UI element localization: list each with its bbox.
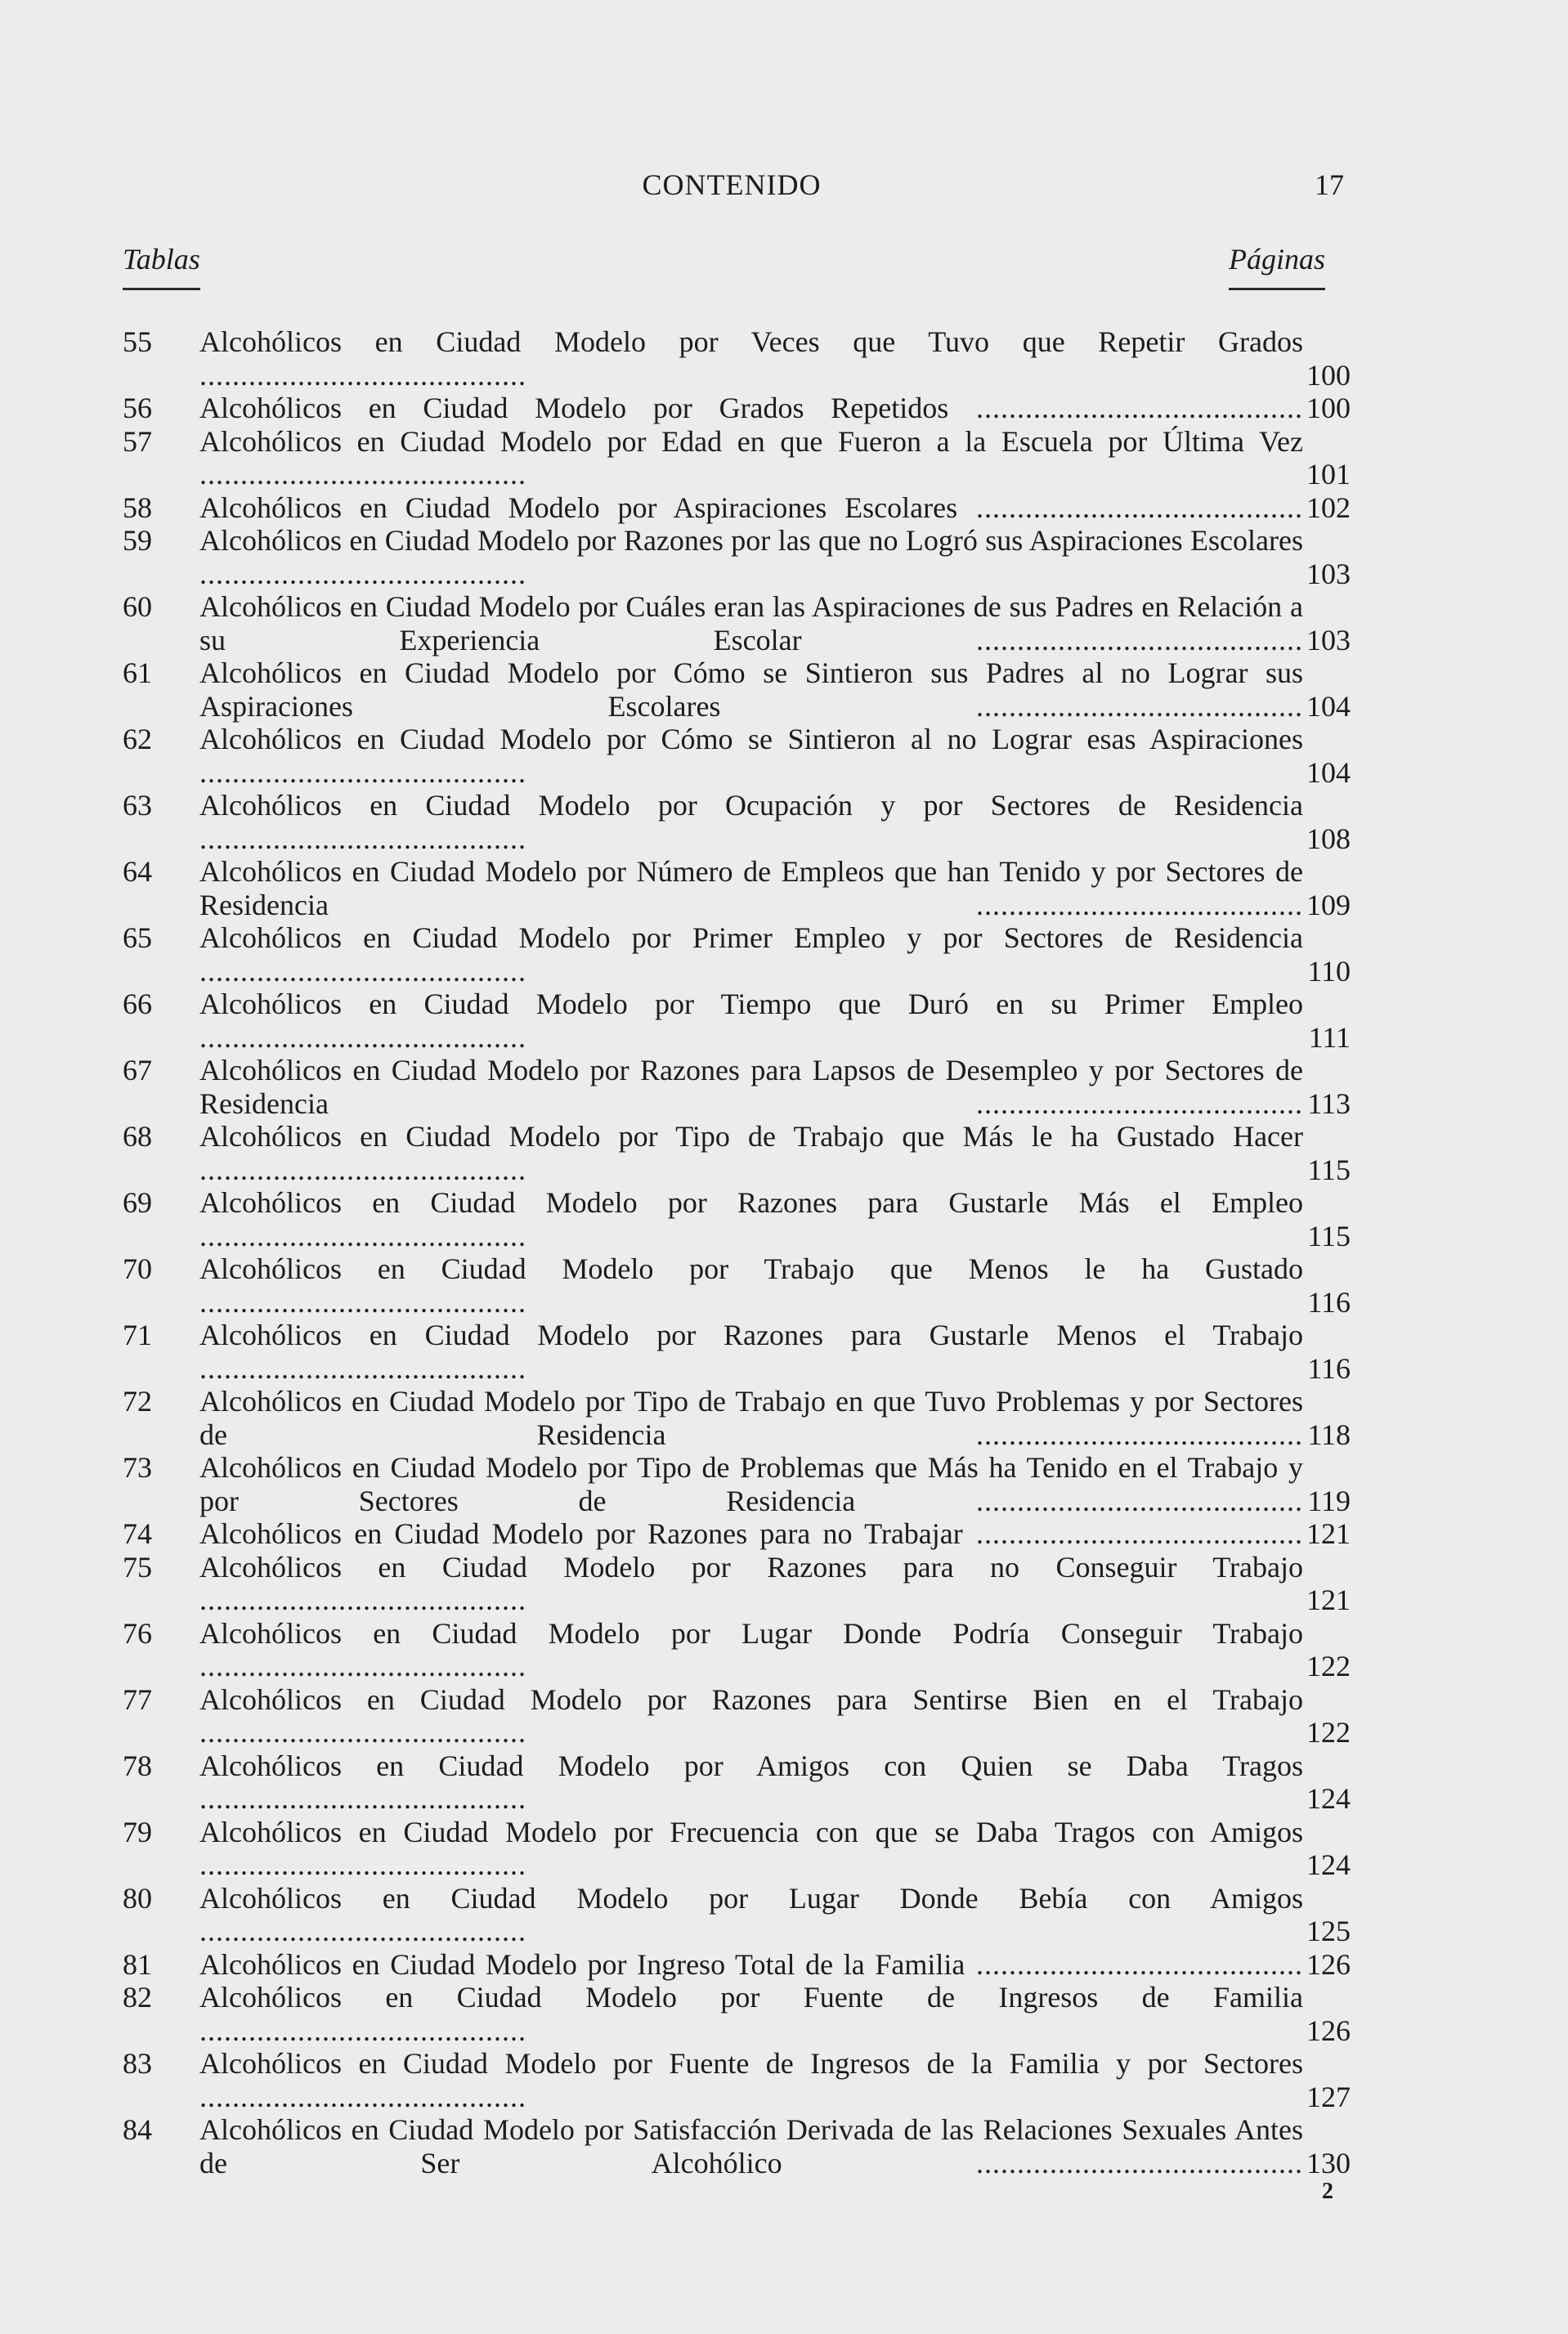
toc-entry [123, 1815, 1351, 1882]
leader-dots: ........................................ [199, 2080, 526, 2113]
leader-dots: ........................................ [855, 1484, 1303, 1517]
toc-entry-title: Alcohólicos en Ciudad Modelo por Razones por las que no Logró sus Aspiraciones Escolares ........................................ [199, 524, 1303, 590]
toc-entry-page: 104 [1306, 689, 1351, 723]
toc-entry-title: Alcohólicos en Ciudad Modelo por Razones para Gustarle Más el Empleo ........................................ [199, 1186, 1303, 1252]
toc-entry-page: 101 [1306, 458, 1351, 491]
toc-entry-number: 56 [123, 392, 152, 424]
toc-entry-title: Alcohólicos en Ciudad Modelo por Ocupación y por Sectores de Residencia ........................................ [199, 789, 1303, 855]
toc-entry-page: 116 [1307, 1285, 1351, 1319]
toc-entry-number: 83 [123, 2047, 152, 2080]
toc-entry-page: 109 [1306, 888, 1351, 921]
toc-entry-page: 102 [1306, 491, 1351, 524]
toc-entry-title: Alcohólicos en Ciudad Modelo por Tipo de Problemas que Más ha Tenido en el Trabajo y por Sectores de Residencia ........................................ [199, 1451, 1303, 1517]
toc-entry [123, 1252, 1351, 1319]
toc-entry [123, 524, 1351, 590]
toc-entry-title: Alcohólicos en Ciudad Modelo por Razones para no Conseguir Trabajo ........................................ [199, 1550, 1303, 1616]
toc-entry [123, 590, 1351, 656]
toc-entry [123, 1186, 1351, 1252]
toc-entry-title: Alcohólicos en Ciudad Modelo por Razones para Sentirse Bien en el Trabajo ........................................ [199, 1682, 1303, 1749]
toc-entry-page: 119 [1307, 1484, 1351, 1517]
toc-entry-page: 103 [1306, 623, 1351, 656]
column-heading-tables: Tablas [123, 242, 200, 290]
toc-entry [123, 1981, 1351, 2047]
toc-entry [123, 1947, 1351, 1982]
leader-dots: ........................................ [199, 2014, 526, 2047]
toc-entry-number: 72 [123, 1385, 152, 1418]
toc-entry-title: Alcohólicos en Ciudad Modelo por Cómo se Sintieron al no Lograr esas Aspiraciones ........................................ [199, 723, 1303, 789]
toc-entry-title: Alcohólicos en Ciudad Modelo por Grados Repetidos ........................................ [199, 392, 1303, 424]
leader-dots: ........................................ [199, 954, 526, 988]
toc-entry-number: 62 [123, 723, 152, 755]
toc-entry-page: 110 [1307, 954, 1351, 988]
toc-entry-page: 126 [1306, 1947, 1351, 1981]
toc-entry-title: Alcohólicos en Ciudad Modelo por Tiempo que Duró en su Primer Empleo ........................................ [199, 988, 1303, 1054]
toc-entry [123, 1054, 1351, 1120]
column-heading-pages: Páginas [1229, 242, 1325, 290]
toc-entry-number: 78 [123, 1749, 152, 1782]
leader-dots: ........................................ [328, 888, 1303, 921]
toc-entry-title: Alcohólicos en Ciudad Modelo por Primer Empleo y por Sectores de Residencia ........................................ [199, 921, 1303, 988]
table-of-contents [123, 325, 1351, 2179]
toc-entry-page: 115 [1307, 1153, 1351, 1186]
toc-entry [123, 491, 1351, 525]
leader-dots: ........................................ [957, 491, 1303, 524]
leader-dots: ........................................ [199, 1782, 526, 1815]
toc-entry-title: Alcohólicos en Ciudad Modelo por Trabajo que Menos le ha Gustado ........................................ [199, 1252, 1303, 1319]
leader-dots: ........................................ [665, 1418, 1304, 1451]
toc-entry [123, 855, 1351, 921]
toc-entry [123, 1319, 1351, 1385]
leader-dots: ........................................ [199, 1650, 526, 1682]
toc-entry [123, 1682, 1351, 1749]
leader-dots: ........................................ [782, 2146, 1303, 2179]
toc-entry-title: Alcohólicos en Ciudad Modelo por Edad en que Fueron a la Escuela por Última Vez ........................................ [199, 424, 1303, 491]
toc-entry-number: 81 [123, 1947, 152, 1981]
toc-entry [123, 789, 1351, 855]
toc-entry-title: Alcohólicos en Ciudad Modelo por Tipo de Trabajo que Más le ha Gustado Hacer ........................................ [199, 1120, 1303, 1186]
toc-entry-page: 118 [1307, 1418, 1351, 1451]
toc-entry [123, 1881, 1351, 1948]
toc-entry-number: 58 [123, 491, 152, 524]
toc-entry-title: Alcohólicos en Ciudad Modelo por Fuente de Ingresos de la Familia y por Sectores ........................................ [199, 2047, 1303, 2113]
toc-entry-page: 100 [1306, 358, 1351, 392]
toc-entry-number: 68 [123, 1120, 152, 1153]
toc-entry [123, 723, 1351, 789]
toc-entry-number: 79 [123, 1815, 152, 1848]
toc-entry-number: 73 [123, 1451, 152, 1484]
toc-entry [123, 325, 1351, 392]
toc-entry-page: 111 [1308, 1020, 1351, 1054]
toc-entry-title: Alcohólicos en Ciudad Modelo por Lugar Donde Bebía con Amigos ........................................ [199, 1881, 1303, 1947]
toc-entry-page: 113 [1307, 1086, 1351, 1120]
toc-entry-number: 75 [123, 1550, 152, 1584]
toc-entry [123, 1517, 1351, 1551]
leader-dots: ........................................ [962, 1517, 1304, 1550]
toc-entry-number: 71 [123, 1319, 152, 1351]
leader-dots: ........................................ [199, 1351, 526, 1385]
toc-entry-title: Alcohólicos en Ciudad Modelo por Satisfacción Derivada de las Relaciones Sexuales Antes de Ser Alcohólico ........................................ [199, 2113, 1303, 2179]
toc-entry-page: 130 [1306, 2146, 1351, 2179]
toc-entry-number: 69 [123, 1186, 152, 1219]
toc-entry-page: 108 [1306, 822, 1351, 855]
leader-dots: ........................................ [199, 1848, 526, 1881]
toc-entry-number: 84 [123, 2113, 152, 2146]
toc-entry-number: 70 [123, 1252, 152, 1285]
toc-entry-title: Alcohólicos en Ciudad Modelo por Frecuencia con que se Daba Tragos con Amigos ........................................ [199, 1815, 1303, 1881]
toc-entry-number: 61 [123, 656, 152, 689]
toc-entry-number: 65 [123, 921, 152, 954]
toc-entry-number: 57 [123, 424, 152, 458]
signature-mark: 2 [1322, 2179, 1333, 2204]
toc-entry-number: 64 [123, 855, 152, 888]
toc-entry-number: 63 [123, 789, 152, 822]
toc-entry [123, 1616, 1351, 1683]
toc-entry-title: Alcohólicos en Ciudad Modelo por Tipo de Trabajo en que Tuvo Problemas y por Sectores de Residencia ........................................ [199, 1385, 1304, 1451]
page-number: 17 [1315, 168, 1344, 201]
toc-entry-page: 104 [1306, 755, 1351, 789]
toc-entry-page: 125 [1306, 1915, 1351, 1947]
leader-dots: ........................................ [199, 1153, 526, 1186]
leader-dots: ........................................ [199, 1219, 526, 1252]
toc-entry-title: Alcohólicos en Ciudad Modelo por Razones para Gustarle Menos el Trabajo ........................................ [199, 1319, 1303, 1385]
toc-entry-page: 127 [1306, 2080, 1351, 2113]
toc-entry-number: 66 [123, 988, 152, 1020]
toc-entry [123, 1385, 1351, 1451]
leader-dots: ........................................ [199, 1584, 526, 1616]
leader-dots: ........................................ [199, 1020, 526, 1054]
toc-entry-number: 77 [123, 1682, 152, 1716]
toc-entry-page: 121 [1306, 1517, 1351, 1550]
toc-entry [123, 392, 1351, 425]
toc-entry-title: Alcohólicos en Ciudad Modelo por Razones para no Trabajar ........................................ [199, 1517, 1304, 1550]
toc-entry-page: 100 [1306, 392, 1351, 424]
toc-entry-page: 121 [1306, 1584, 1351, 1616]
leader-dots: ........................................ [199, 557, 526, 590]
toc-entry-page: 115 [1307, 1219, 1351, 1252]
leader-dots: ........................................ [328, 1086, 1303, 1120]
toc-entry-page: 124 [1306, 1848, 1351, 1881]
toc-entry-page: 122 [1306, 1650, 1351, 1682]
toc-entry [123, 1451, 1351, 1517]
toc-entry-number: 76 [123, 1616, 152, 1650]
toc-entry-number: 59 [123, 524, 152, 557]
leader-dots: ........................................ [801, 623, 1304, 656]
leader-dots: ........................................ [199, 755, 526, 789]
toc-entry-page: 126 [1306, 2014, 1351, 2047]
leader-dots: ........................................ [720, 689, 1303, 723]
toc-entry-title: Alcohólicos en Ciudad Modelo por Cuáles eran las Aspiraciones de sus Padres en Relación a su Experiencia Escolar ........................................ [199, 590, 1304, 656]
toc-entry-number: 82 [123, 1981, 152, 2014]
toc-entry [123, 1120, 1351, 1186]
toc-entry-number: 80 [123, 1881, 152, 1915]
toc-entry [123, 2047, 1351, 2113]
toc-entry-title: Alcohólicos en Ciudad Modelo por Amigos con Quien se Daba Tragos ........................................ [199, 1749, 1303, 1815]
toc-entry-title: Alcohólicos en Ciudad Modelo por Fuente de Ingresos de Familia ........................................ [199, 1981, 1303, 2047]
toc-entry [123, 656, 1351, 723]
toc-entry [123, 1749, 1351, 1816]
toc-entry-title: Alcohólicos en Ciudad Modelo por Razones para Lapsos de Desempleo y por Sectores de Residencia ........................................ [199, 1054, 1303, 1120]
toc-entry-title: Alcohólicos en Ciudad Modelo por Número de Empleos que han Tenido y por Sectores de Residencia ........................................ [199, 855, 1303, 921]
toc-entry-title: Alcohólicos en Ciudad Modelo por Cómo se Sintieron sus Padres al no Lograr sus Aspiraciones Escolares ........................................ [199, 656, 1303, 723]
leader-dots: ........................................ [199, 822, 526, 855]
toc-entry-page: 124 [1306, 1782, 1351, 1815]
toc-entry-title: Alcohólicos en Ciudad Modelo por Ingreso Total de la Familia ........................................ [199, 1947, 1304, 1981]
toc-entry [123, 1550, 1351, 1617]
leader-dots: ........................................ [199, 358, 526, 392]
page-title: CONTENIDO [642, 168, 822, 201]
toc-entry [123, 921, 1351, 988]
leader-dots: ........................................ [948, 392, 1303, 424]
toc-entry [123, 424, 1351, 491]
leader-dots: ........................................ [199, 1285, 526, 1319]
toc-entry-number: 74 [123, 1517, 152, 1550]
leader-dots: ........................................ [199, 1716, 526, 1749]
leader-dots: ........................................ [965, 1947, 1304, 1981]
toc-entry [123, 2113, 1351, 2179]
leader-dots: ........................................ [199, 458, 526, 491]
toc-entry-number: 55 [123, 325, 152, 358]
toc-entry-title: Alcohólicos en Ciudad Modelo por Veces que Tuvo que Repetir Grados ........................................ [199, 325, 1303, 392]
toc-entry-page: 116 [1307, 1351, 1351, 1385]
toc-entry-title: Alcohólicos en Ciudad Modelo por Aspiraciones Escolares ........................................ [199, 491, 1303, 524]
toc-entry-title: Alcohólicos en Ciudad Modelo por Lugar Donde Podría Conseguir Trabajo ........................................ [199, 1616, 1303, 1682]
toc-entry-page: 122 [1306, 1716, 1351, 1749]
toc-entry-number: 67 [123, 1054, 152, 1086]
toc-entry [123, 988, 1351, 1054]
toc-entry-page: 103 [1306, 557, 1351, 590]
toc-entry-number: 60 [123, 590, 152, 623]
leader-dots: ........................................ [199, 1915, 526, 1947]
